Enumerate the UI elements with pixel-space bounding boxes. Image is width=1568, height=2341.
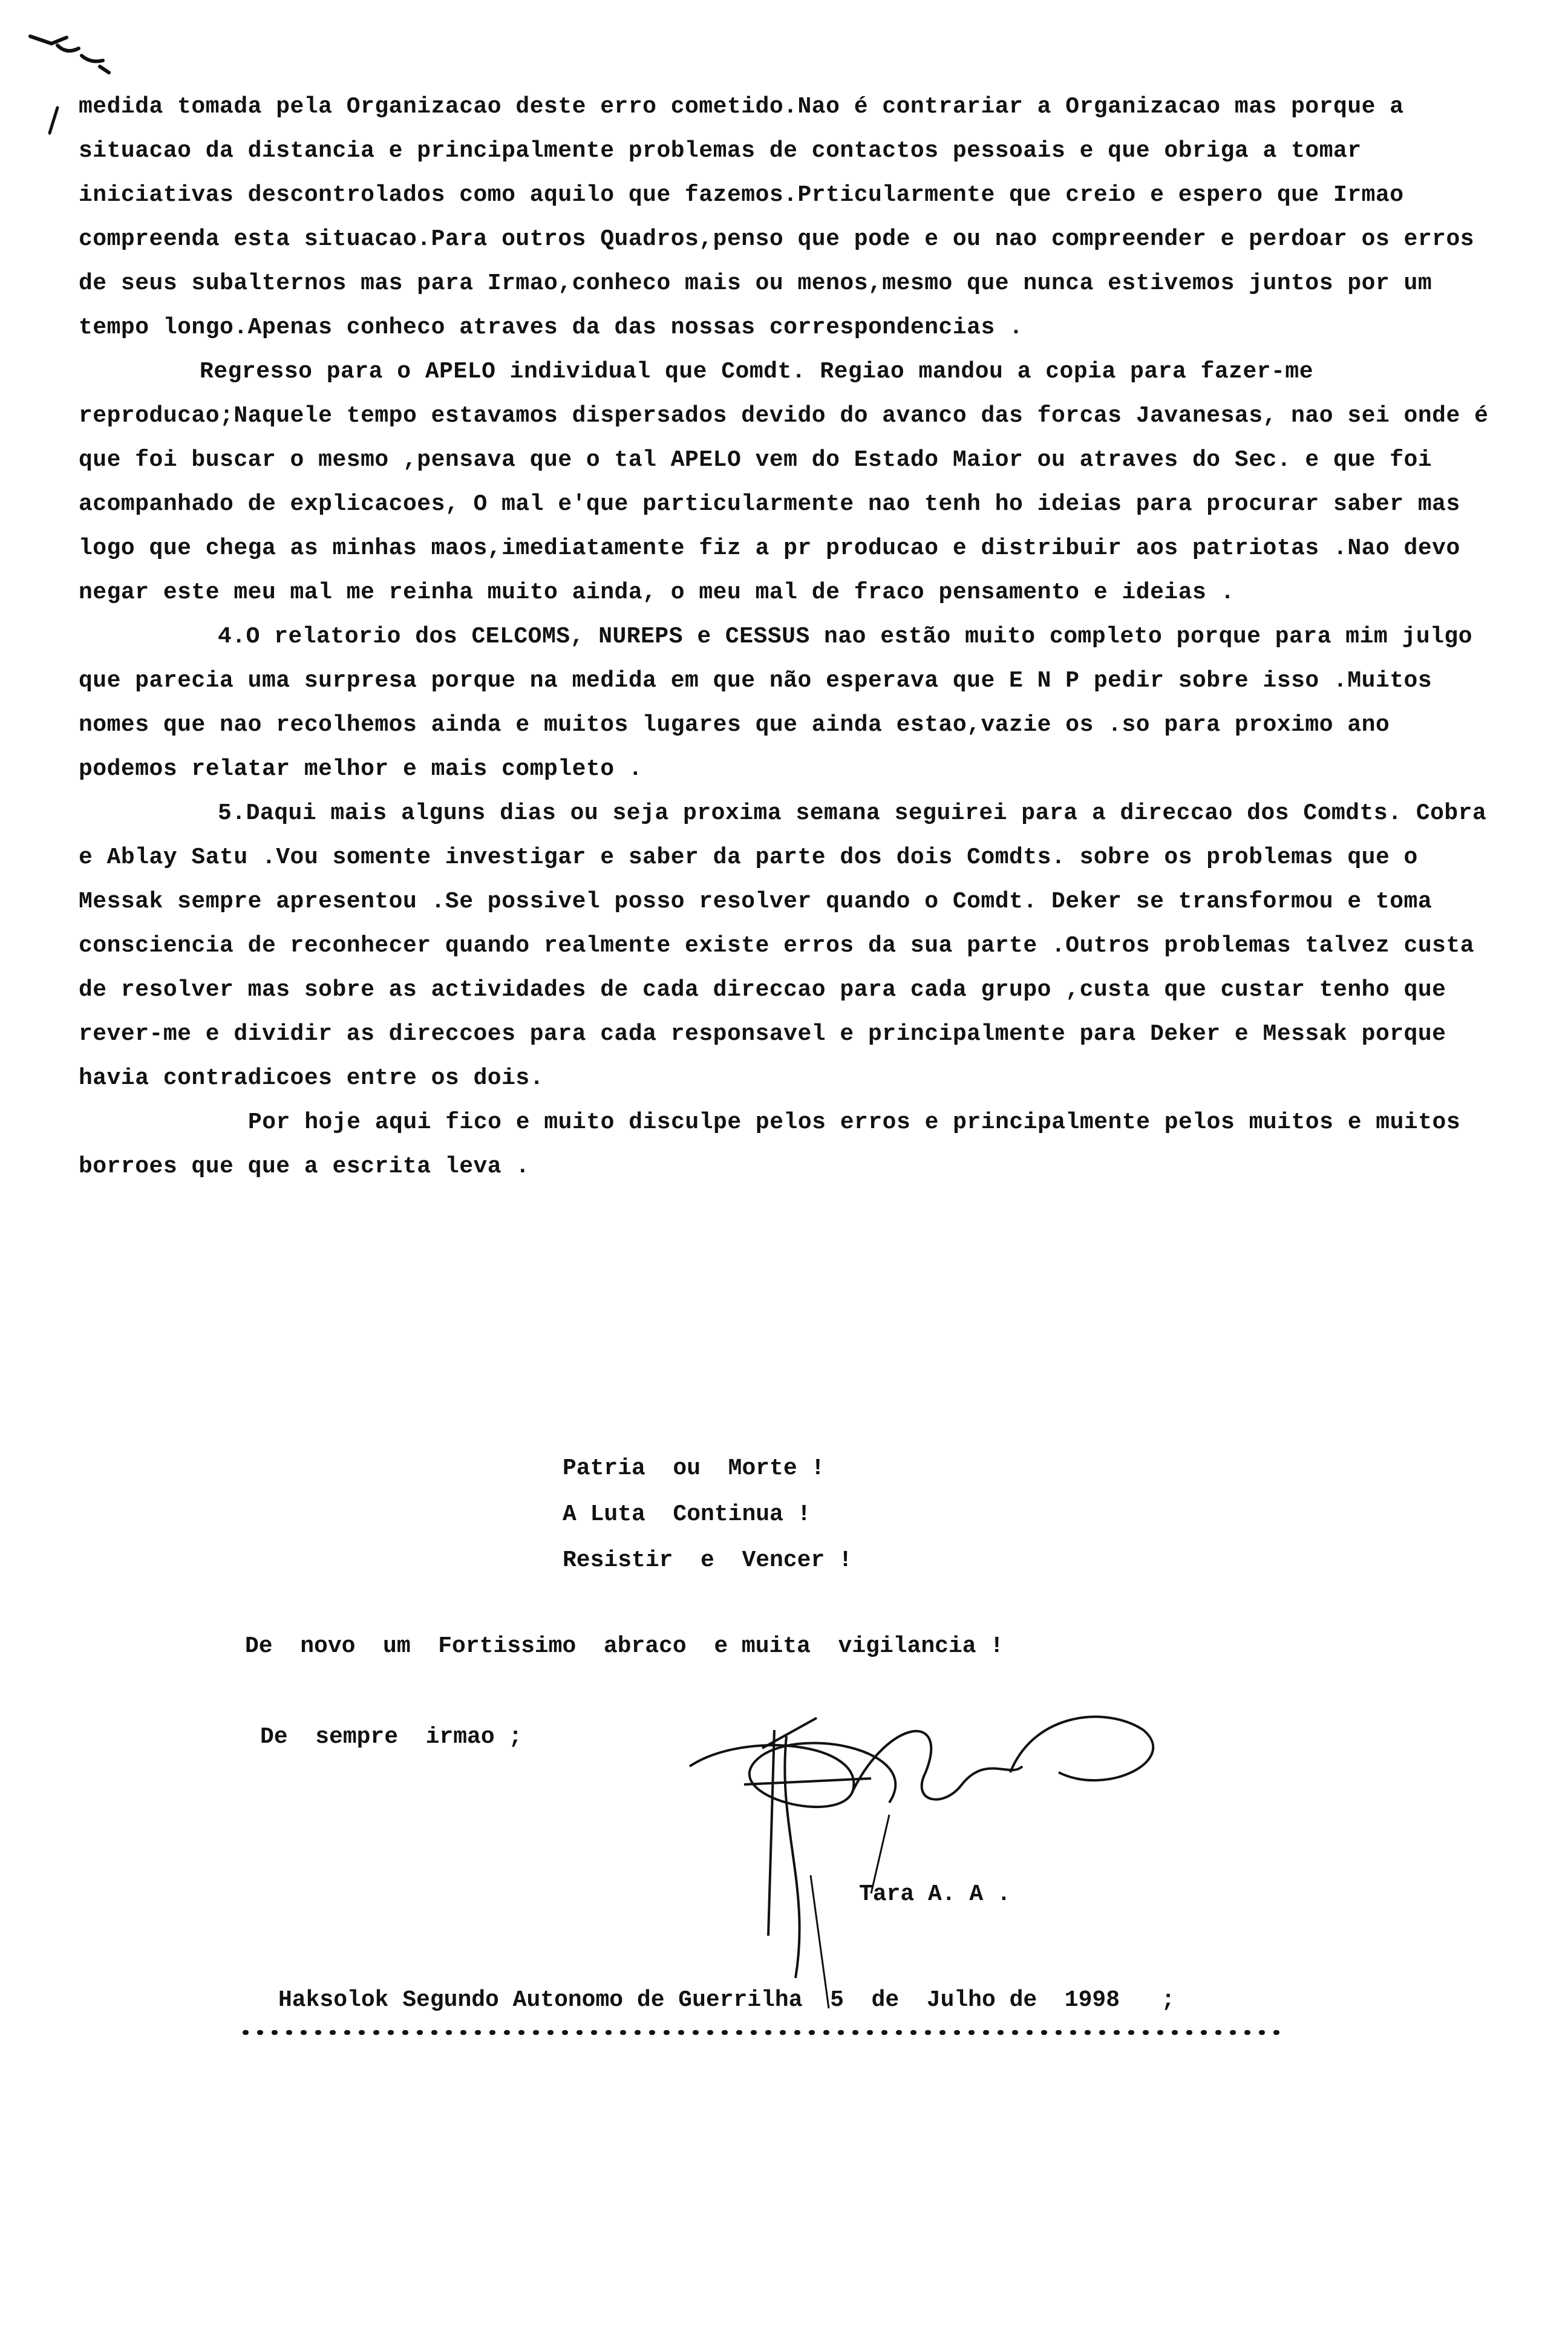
place-and-date: Haksolok Segundo Autonomo de Guerrilha 5 de Julho de 1998 ;	[278, 1987, 1175, 2013]
embrace-line: De novo um Fortissimo abraco e muita vigilancia !	[245, 1633, 1004, 1659]
motto-line: Resistir e Vencer !	[563, 1547, 852, 1573]
paragraph-apelo: Regresso para o APELO individual que Comdt. Regiao mandou a copia para fazer-me reproducao;Naquele tempo estavamos dispersados devido do avanco das forcas Javanesas, nao sei onde é que foi buscar o mesmo ,pensava que o tal APELO vem do Estado Maior ou atraves do Sec. e que foi acompanhado de explicacoes, O mal e'que particularmente nao tenh ho ideias para procurar saber mas logo que chega as minhas maos,imediatamente fiz a pr producao e distribuir aos patriotas .Nao devo negar este meu mal me reinha muito ainda, o meu mal de fraco pensamento e ideias .	[79, 359, 1489, 606]
mottos-block	[563, 1446, 852, 1584]
paragraph-closing: Por hoje aqui fico e muito disculpe pelos erros e principalmente pelos muitos e muitos borroes que que a escrita leva .	[79, 1109, 1461, 1180]
motto-line: Patria ou Morte !	[563, 1455, 825, 1481]
signer-name: Tara A. A .	[859, 1881, 1011, 1907]
paragraph-item-4: 4.O relatorio dos CELCOMS, NUREPS e CESSUS nao estão muito completo porque para mim julgo que parecia uma surpresa porque na medida em que não esperava que E N P pedir sobre isso .Muitos nomes que nao recolhemos ainda e muitos lugares que ainda estao,vazie os .so para proximo ano podemos relatar melhor e mais completo .	[79, 624, 1473, 782]
paragraph-continuation: medida tomada pela Organizacao deste erro cometido.Nao é contrariar a Organizacao mas porque a situacao da distancia e principalmente problemas de contactos pessoais e que obriga a tomar iniciativas descontrolados como aquilo que fazemos.Prticularmente que creio e espero que Irmao compreenda esta situacao.Para outros Quadros,penso que pode e ou nao compreender e perdoar os erros de seus subalternos mas para Irmao,conheco mais ou menos,mesmo que nunca estivemos juntos por um tempo longo.Apenas conheco atraves da das nossas correspondencias .	[79, 94, 1475, 341]
dotted-separator	[242, 2023, 1282, 2042]
paragraph-item-5: 5.Daqui mais alguns dias ou seja proxima semana seguirei para a direccao dos Comdts. Cobra e Ablay Satu .Vou somente investigar e saber da parte dos dois Comdts. sobre os problemas que o Messak sempre apresentou .Se possivel posso resolver quando o Comdt. Deker se transformou e toma consciencia de reconhecer quando realmente existe erros da sua parte .Outros problemas talvez custa de resolver mas sobre as actividades de cada direccao para cada grupo ,custa que custar tenho que rever-me e dividir as direccoes para cada responsavel e principalmente para Deker e Messak porque havia contradicoes entre os dois.	[79, 800, 1487, 1091]
corner-scribble	[24, 12, 115, 85]
margin-tick-mark	[42, 103, 67, 139]
letter-body	[79, 85, 1494, 1189]
closing-salutation: De sempre irmao ;	[260, 1724, 523, 1750]
motto-line: A Luta Continua !	[563, 1501, 811, 1527]
